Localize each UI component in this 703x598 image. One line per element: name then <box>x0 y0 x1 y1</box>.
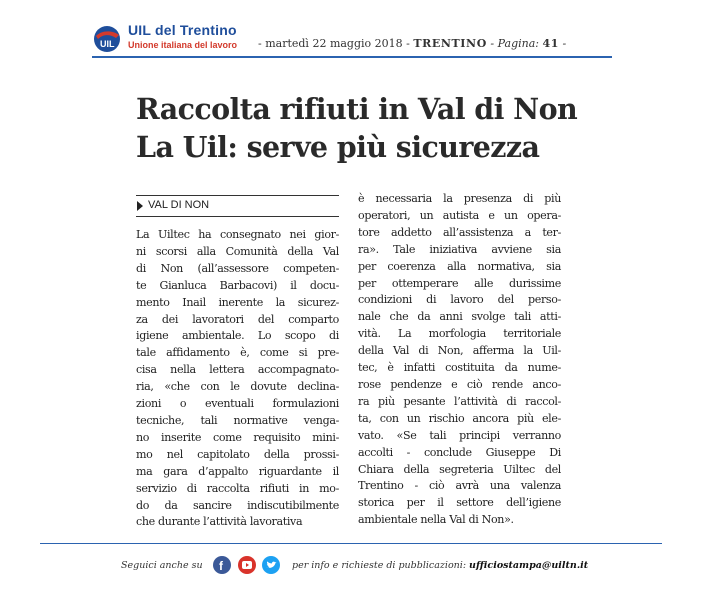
article-text-line: di Non (all’assessore competen- <box>136 261 339 275</box>
article-text-line: condizioni di lavoro del perso- <box>358 293 561 307</box>
article-headline <box>136 90 606 166</box>
article-text-line: te Gianluca Barbacovi) il docu- <box>136 278 339 292</box>
article-text-line: storica per il settore dell’igiene <box>358 496 561 510</box>
article-text-line: ambientale nella Val di Non». <box>358 513 514 527</box>
page-suffix: - <box>562 37 567 50</box>
article-text-line: tec, è infatti costituita da nume- <box>358 361 561 375</box>
article-text-line: per ottemperare alle durissime <box>358 276 561 290</box>
article-text-line: tecniche, tali normative venga- <box>136 413 339 427</box>
section-arrow-icon <box>137 201 143 211</box>
article-text-line: ni scorsi alla Comunità della Val <box>136 244 339 258</box>
uil-logo-icon <box>92 24 122 54</box>
article-text-line: per coerenza alla normativa, sia <box>358 259 561 273</box>
logo-subtitle: Unione italiana del lavoro <box>128 40 238 50</box>
publication-date: - martedì 22 maggio 2018 - <box>258 37 410 50</box>
twitter-icon[interactable] <box>262 556 280 574</box>
headline-line-2: La Uil: serve più sicurezza <box>136 130 540 164</box>
info-label: per info e richieste di pubblicazioni: <box>292 560 467 571</box>
article-text-line: tore addetto all’assistenza a ter- <box>358 225 561 239</box>
article-text-line: La Uiltec ha consegnato nei gior- <box>136 228 339 241</box>
page-header <box>0 0 703 60</box>
logo-title: UIL del Trentino <box>128 22 237 38</box>
article-text-line: ra più pesante l’attività di raccol- <box>358 394 561 408</box>
article-text-line: mo nel capitolato della prossi- <box>136 447 339 461</box>
svg-text:UIL: UIL <box>100 39 115 49</box>
dateline <box>258 37 566 50</box>
article-text-line: ria, «che con le dovute declina- <box>136 380 339 394</box>
article-text-line: è necessaria la presenza di più <box>358 192 561 205</box>
article-text-line: vità. La morfologia territoriale <box>358 327 561 341</box>
article-text-line: tale affidamento è, come si pre- <box>136 346 339 360</box>
header-divider <box>92 56 612 58</box>
article-column-2 <box>358 191 561 529</box>
article-text-line: vato. «Se tali principi verranno <box>358 428 561 442</box>
article-text-line: accolti - conclude Giuseppe Di <box>358 445 561 459</box>
article-text-line: do da sancire indiscutibilmente <box>136 498 339 512</box>
article-text-line: nale che da anni svolge tali atti- <box>358 310 561 324</box>
article-text-line: servizio di raccolta rifiuti in mo- <box>136 481 339 495</box>
headline-line-1: Raccolta rifiuti in Val di Non <box>136 92 578 126</box>
article-text-line: cisa nella lettera accompagnato- <box>136 363 339 377</box>
follow-label: Seguici anche su <box>121 560 203 571</box>
article-text-line: zioni o eventuali formulazioni <box>136 397 339 411</box>
press-email-link[interactable]: ufficiostampa@uiltn.it <box>469 560 589 571</box>
article-text-line: che durante l’attività lavorativa <box>136 515 303 529</box>
article-text-line: ma gara d’appalto riguardante il <box>136 464 339 478</box>
footer-info <box>292 560 588 571</box>
article-text-line: della Val di Non, afferma la Uil- <box>358 344 561 358</box>
page-number: 41 <box>542 37 560 50</box>
svg-text:f: f <box>219 559 223 573</box>
article-text-line: igiene ambientale. Lo scopo di <box>136 329 339 343</box>
article-text-line: Trentino - ciò avrà una valenza <box>358 479 561 493</box>
youtube-icon[interactable] <box>238 556 256 574</box>
article-text-line: no inserite come requisito mini- <box>136 430 339 444</box>
footer-divider <box>40 543 662 544</box>
article-text-line: ta, con un rischio ancora più ele- <box>358 411 561 425</box>
facebook-icon[interactable] <box>213 556 231 574</box>
article-text-line: za dei lavoratori del comparto <box>136 312 339 326</box>
article-text-line: ra». Tale iniziativa avviene sia <box>358 242 561 256</box>
page-label: - Pagina: <box>490 37 539 50</box>
article-text-line: mento Inail inerente la sicurez- <box>136 295 339 309</box>
section-tag <box>136 195 339 217</box>
article-column-1 <box>136 227 339 531</box>
article-text-line: operatori, un autista e un opera- <box>358 208 561 222</box>
section-label: VAL DI NON <box>148 199 210 211</box>
article-text-line: Chiara della segreteria Uiltec del <box>358 462 561 476</box>
article-text-line: rose pendenze e ciò rende anco- <box>358 377 561 391</box>
newspaper-name: TRENTINO <box>413 37 487 50</box>
